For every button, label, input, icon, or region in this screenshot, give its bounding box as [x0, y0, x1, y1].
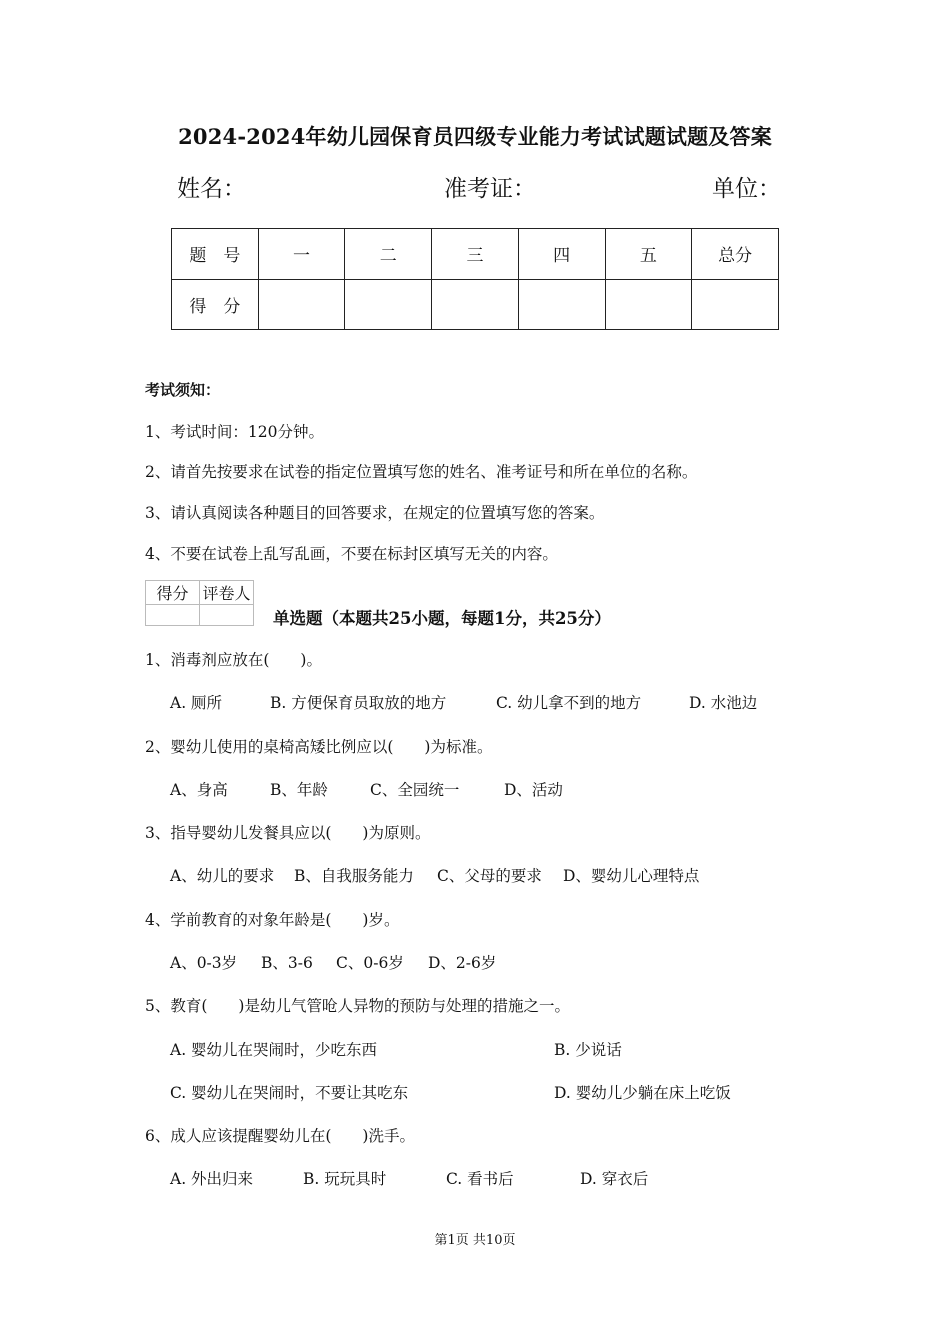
- score-cell[interactable]: [605, 279, 692, 330]
- answer-option[interactable]: D、婴幼儿心理特点: [563, 867, 700, 885]
- section-title: 单选题（本题共25小题，每题1分，共25分）: [273, 609, 611, 628]
- grader-reviewer-label: 评卷人: [200, 581, 254, 605]
- answer-option[interactable]: A. 厕所: [170, 694, 223, 712]
- answer-option[interactable]: B、3-6: [261, 954, 313, 972]
- notice-heading: 考试须知：: [145, 381, 221, 399]
- answer-option[interactable]: B. 玩玩具时: [303, 1170, 387, 1188]
- answer-option[interactable]: D. 穿衣后: [580, 1170, 649, 1188]
- notice-item: 1、考试时间：120分钟。: [145, 423, 324, 441]
- answer-option[interactable]: A、身高: [170, 781, 228, 799]
- notice-item: 4、不要在试卷上乱写乱画，不要在标封区填写无关的内容。: [145, 545, 558, 563]
- score-cell[interactable]: [345, 279, 432, 330]
- question-stem: 1、消毒剂应放在( )。: [145, 651, 322, 669]
- section-4-header: 四: [518, 229, 605, 280]
- section-1-header: 一: [258, 229, 345, 280]
- total-score-cell[interactable]: [692, 279, 779, 330]
- answer-option[interactable]: B、自我服务能力: [294, 867, 414, 885]
- question-stem: 2、婴幼儿使用的桌椅高矮比例应以( )为标准。: [145, 738, 493, 756]
- answer-option[interactable]: B、年龄: [270, 781, 328, 799]
- answer-option[interactable]: D. 婴幼儿少躺在床上吃饭: [554, 1084, 731, 1102]
- score-row-label: 得 分: [172, 279, 259, 330]
- notice-item: 2、请首先按要求在试卷的指定位置填写您的姓名、准考证号和所在单位的名称。: [145, 463, 698, 481]
- answer-option[interactable]: A、0-3岁: [170, 954, 238, 972]
- answer-option[interactable]: C. 看书后: [446, 1170, 514, 1188]
- score-cell[interactable]: [518, 279, 605, 330]
- notice-item: 3、请认真阅读各种题目的回答要求，在规定的位置填写您的答案。: [145, 504, 605, 522]
- score-table-header-row: [172, 229, 779, 280]
- question-stem: 5、教育( )是幼儿气管呛人异物的预防与处理的措施之一。: [145, 997, 570, 1015]
- page-footer: 第1页 共10页: [434, 1233, 516, 1248]
- answer-option[interactable]: D、活动: [504, 781, 563, 799]
- question-stem: 4、学前教育的对象年龄是( )岁。: [145, 911, 400, 929]
- page-title: 2024-2024年幼儿园保育员四级专业能力考试试题试题及答案: [178, 124, 772, 149]
- answer-option[interactable]: C、父母的要求: [437, 867, 542, 885]
- answer-option[interactable]: C. 幼儿拿不到的地方: [496, 694, 642, 712]
- exam-number-label: 准考证：: [444, 176, 536, 202]
- answer-option[interactable]: A、幼儿的要求: [170, 867, 275, 885]
- section-5-header: 五: [605, 229, 692, 280]
- score-cell[interactable]: [432, 279, 519, 330]
- grader-score-label: 得分: [146, 581, 200, 605]
- answer-option[interactable]: A. 婴幼儿在哭闹时，少吃东西: [170, 1041, 378, 1059]
- question-stem: 3、指导婴幼儿发餐具应以( )为原则。: [145, 824, 431, 842]
- grader-score-cell[interactable]: [146, 605, 200, 626]
- question-stem: 6、成人应该提醒婴幼儿在( )洗手。: [145, 1127, 415, 1145]
- total-header: 总分: [692, 229, 779, 280]
- answer-option[interactable]: A. 外出归来: [170, 1170, 254, 1188]
- grader-reviewer-cell[interactable]: [200, 605, 254, 626]
- answer-option[interactable]: B. 少说话: [554, 1041, 622, 1059]
- answer-option[interactable]: B. 方便保育员取放的地方: [270, 694, 447, 712]
- score-table: [171, 228, 779, 330]
- answer-option[interactable]: C、0-6岁: [336, 954, 404, 972]
- answer-option[interactable]: D. 水池边: [689, 694, 758, 712]
- answer-option[interactable]: C. 婴幼儿在哭闹时，不要让其吃东: [170, 1084, 409, 1102]
- answer-option[interactable]: C、全园统一: [370, 781, 460, 799]
- score-cell[interactable]: [258, 279, 345, 330]
- question-number-header: 题 号: [172, 229, 259, 280]
- name-label: 姓名：: [177, 176, 246, 202]
- grader-box: [145, 580, 254, 626]
- section-2-header: 二: [345, 229, 432, 280]
- answer-option[interactable]: D、2-6岁: [428, 954, 497, 972]
- section-3-header: 三: [432, 229, 519, 280]
- score-table-score-row: [172, 279, 779, 330]
- unit-label: 单位：: [712, 176, 781, 202]
